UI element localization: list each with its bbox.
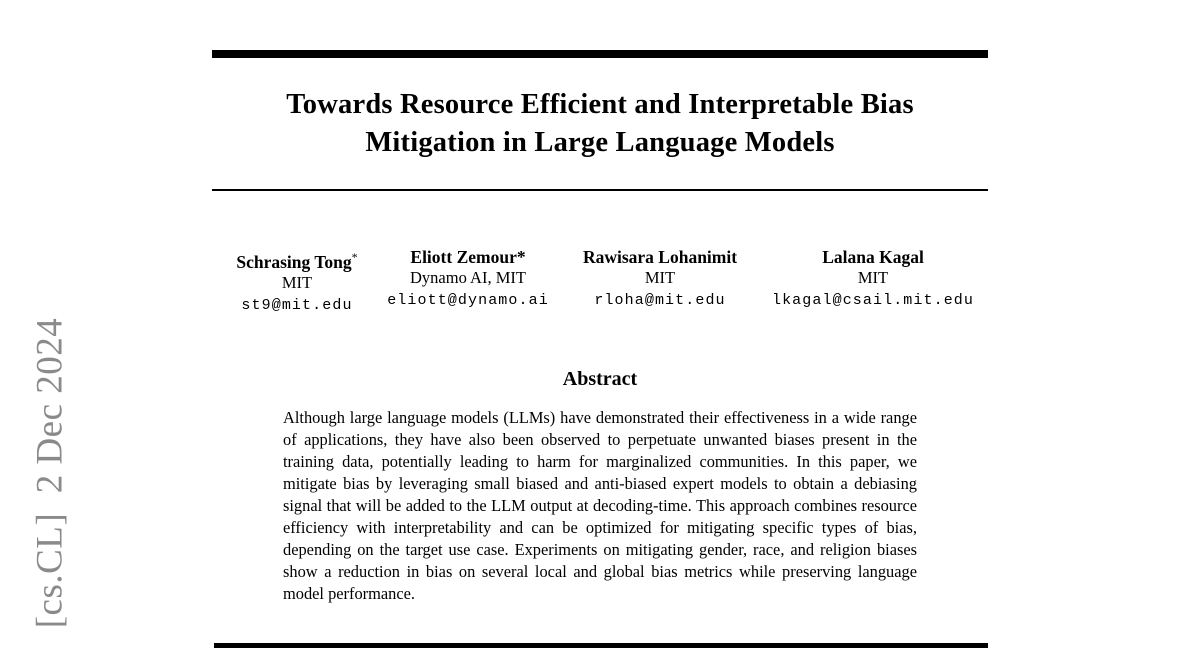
author-email: rloha@mit.edu: [594, 292, 726, 309]
page-bottom-rule: [214, 643, 988, 648]
author-footnote-mark: *: [351, 250, 358, 264]
author-email: st9@mit.edu: [241, 296, 353, 314]
paper-title: [0, 86, 1200, 162]
author-name-text: Schrasing Tong: [236, 251, 352, 272]
author-block-2: [387, 247, 549, 312]
author-name: [772, 247, 974, 267]
author-email: lkagal@csail.mit.edu: [771, 292, 975, 309]
title-rule-bottom: [212, 189, 988, 191]
author-name: [583, 247, 737, 267]
author-name: [236, 247, 357, 272]
author-email: eliott@dynamo.ai: [387, 292, 549, 309]
author-affiliation: MIT: [857, 268, 889, 287]
author-name-text: Eliott Zemour: [410, 247, 517, 267]
author-name-text: Rawisara Lohanimit: [582, 247, 738, 267]
author-affiliation: MIT: [281, 272, 313, 292]
paper-title-line1: Towards Resource Efficient and Interpretable Bias: [286, 89, 914, 120]
abstract-heading: Abstract: [562, 368, 638, 390]
arxiv-watermark: [cs.CL] 2 Dec 2024: [29, 317, 71, 629]
author-footnote-mark: *: [516, 247, 526, 267]
author-block-1: [236, 247, 357, 317]
author-name-text: Lalana Kagal: [822, 247, 924, 267]
author-affiliation: MIT: [644, 268, 676, 287]
abstract-body: Although large language models (LLMs) have demonstrated their effectiveness in a wide range of applications, they have also been observed to perpetuate unwanted biases present in the training data, potentially leading to harm for marginalized communities. In this paper, we mitigate bias by leveraging small biased and anti-biased expert models to obtain a debiasing signal that will be added to the LLM output at decoding-time. This approach combines resource efficiency with interpretability and can be optimized for mitigating specific types of bias, depending on the target use case. Experiments on mitigating gender, race, and religion biases show a reduction in bias on several local and global bias metrics while preserving language model performance.: [283, 408, 917, 603]
author-affiliation: Dynamo AI, MIT: [410, 268, 526, 287]
author-block-3: [583, 247, 737, 312]
author-block-4: [772, 247, 974, 312]
paper-title-line2: Mitigation in Large Language Models: [365, 127, 835, 158]
title-rule-top: [212, 50, 988, 58]
author-name: [387, 247, 549, 267]
